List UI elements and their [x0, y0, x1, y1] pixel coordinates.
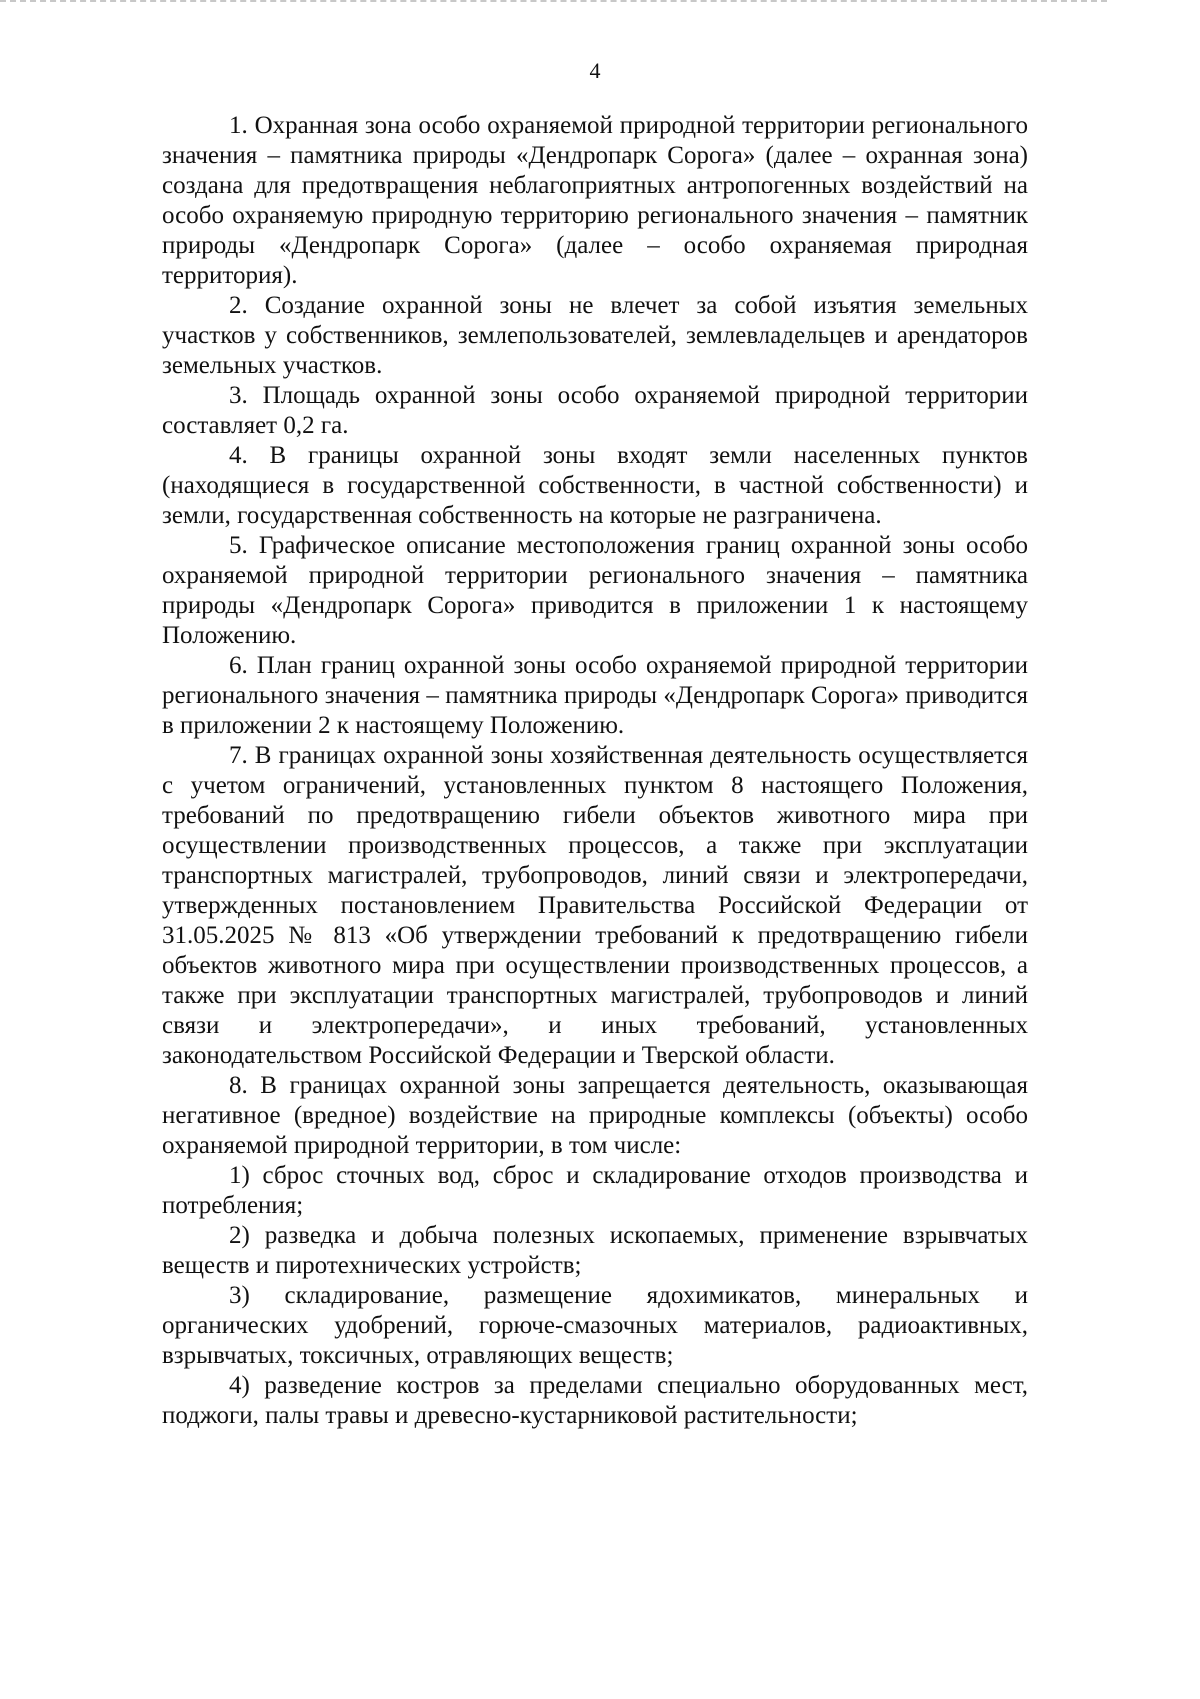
paragraph-5: 5. Графическое описание местоположения границ охранной зоны особо охраняемой природной территории регионального значения – памятника природы «Дендропарк Сорога» приводится в приложении 1 к настоящему Положению. — [162, 532, 1028, 649]
list-item-3: 3) складирование, размещение ядохимикатов, минеральных и органических удобрений, горюче-смазочных материалов, радиоактивных, взрывчатых, токсичных, отравляющих веществ; — [162, 1282, 1028, 1369]
paragraph-6: 6. План границ охранной зоны особо охраняемой природной территории регионального значения – памятника природы «Дендропарк Сорога» приводится в приложении 2 к настоящему Положению. — [162, 652, 1028, 739]
paragraph-3: 3. Площадь охранной зоны особо охраняемой природной территории составляет 0,2 га. — [162, 382, 1028, 439]
page-number: 4 — [589, 58, 601, 83]
paragraph-1: 1. Охранная зона особо охраняемой природной территории регионального значения – памятника природы «Дендропарк Сорога» (далее – охранная зона) создана для предотвращения неблагоприятных антропогенных воздействий на особо охраняемую природную территорию регионального значения – памятник природы «Дендропарк Сорога» (далее – особо охраняемая природная территория). — [162, 112, 1028, 289]
paragraph-7: 7. В границах охранной зоны хозяйственная деятельность осуществляется с учетом ограничений, установленных пунктом 8 настоящего Положения, требований по предотвращению гибели объектов животного мира при осуществлении производственных процессов, а также при эксплуатации транспортных магистралей, трубопроводов, линий связи и электропередачи, утвержденных постановлением Правительства Российской Федерации от 31.05.2025 № 813 «Об утверждении требований к предотвращению гибели объектов животного мира при осуществлении производственных процессов, а также при эксплуатации транспортных магистралей, трубопроводов и линий связи и электропередачи», и иных требований, установленных законодательством Российской Федерации и Тверской области. — [162, 742, 1028, 1069]
paragraph-8: 8. В границах охранной зоны запрещается деятельность, оказывающая негативное (вредное) воздействие на природные комплексы (объекты) особо охраняемой природной территории, в том числе: — [162, 1072, 1028, 1159]
paragraph-4: 4. В границы охранной зоны входят земли населенных пунктов (находящиеся в государственной собственности, в частной собственности) и земли, государственная собственность на которые не разграничена. — [162, 442, 1028, 529]
scan-top-edge — [0, 0, 1107, 2]
document-body — [162, 111, 1028, 1431]
list-item-4: 4) разведение костров за пределами специально оборудованных мест, поджоги, палы травы и древесно-кустарниковой растительности; — [162, 1372, 1028, 1429]
list-item-1: 1) сброс сточных вод, сброс и складирование отходов производства и потребления; — [162, 1162, 1028, 1219]
list-item-2: 2) разведка и добыча полезных ископаемых, применение взрывчатых веществ и пиротехнических устройств; — [162, 1222, 1028, 1279]
paragraph-2: 2. Создание охранной зоны не влечет за собой изъятия земельных участков у собственников, землепользователей, землевладельцев и арендаторов земельных участков. — [162, 292, 1028, 379]
